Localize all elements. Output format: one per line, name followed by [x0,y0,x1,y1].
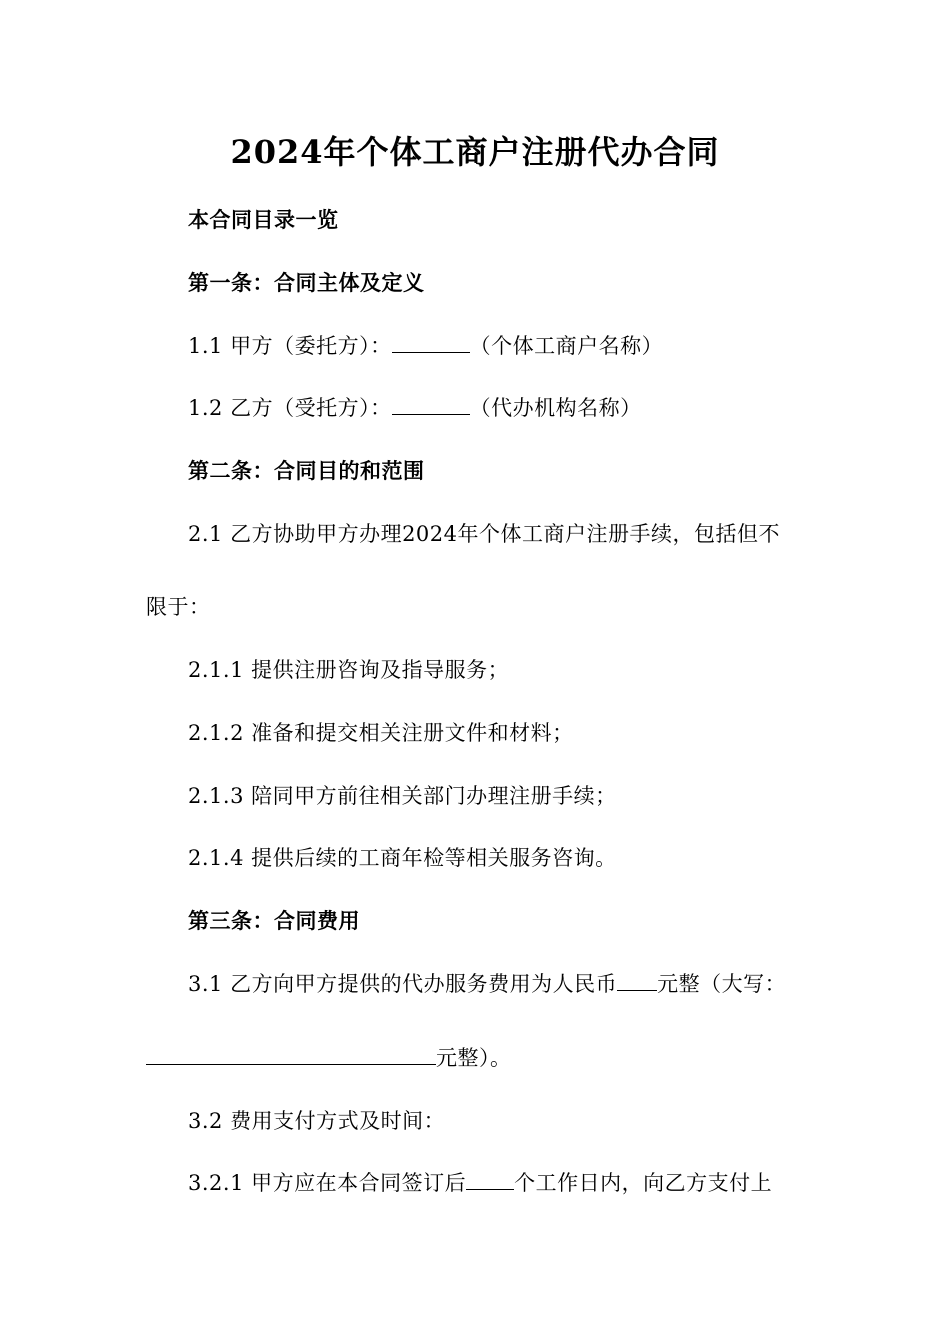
party-b-name-blank [392,394,470,415]
article-2-heading: 第二条：合同目的和范围 [188,458,425,483]
article-1-heading: 第一条：合同主体及定义 [188,270,425,295]
workdays-blank [466,1169,514,1190]
clause-2-1-2: 2.1.2 准备和提交相关注册文件和材料； [188,721,574,745]
clause-1-1 [188,331,663,361]
party-a-name-blank [392,332,470,353]
clause-1-1-suffix: （个体工商户名称） [469,334,664,358]
clause-2-1-4: 2.1.4 提供后续的工商年检等相关服务咨询。 [188,846,617,870]
clause-2-1-line2: 限于： [146,595,211,619]
clause-2-1-3: 2.1.3 陪同甲方前往相关部门办理注册手续； [188,784,617,808]
clause-3-2-1-suffix: 个工作日内，向乙方支付上 [514,1171,773,1195]
clause-2-1-1: 2.1.1 提供注册咨询及指导服务； [188,658,510,682]
clause-3-1-line2 [146,1043,512,1073]
article-3-heading: 第三条：合同费用 [188,908,360,933]
clause-1-2-suffix: （代办机构名称） [469,396,642,420]
document-title: 2024年个体工商户注册代办合同 [230,133,720,171]
fee-uppercase-blank [146,1044,436,1065]
clause-1-1-prefix: 1.1 甲方（委托方）： [188,334,392,358]
fee-amount-blank [617,970,657,991]
toc-heading: 本合同目录一览 [188,207,339,232]
clause-3-2-1-prefix: 3.2.1 甲方应在本合同签订后 [188,1171,467,1195]
clause-1-2 [188,393,642,423]
clause-3-1-line1 [188,969,786,999]
clause-3-2: 3.2 费用支付方式及时间： [188,1109,446,1133]
clause-3-1-line2-suffix: 元整）。 [436,1046,512,1070]
clause-2-1-line1: 2.1 乙方协助甲方办理2024年个体工商户注册手续，包括但不 [188,522,781,546]
clause-3-1-prefix: 3.1 乙方向甲方提供的代办服务费用为人民币 [188,972,618,996]
clause-3-1-suffix: 元整（大写： [657,972,787,996]
clause-1-2-prefix: 1.2 乙方（受托方）： [188,396,392,420]
clause-3-2-1 [188,1168,772,1198]
